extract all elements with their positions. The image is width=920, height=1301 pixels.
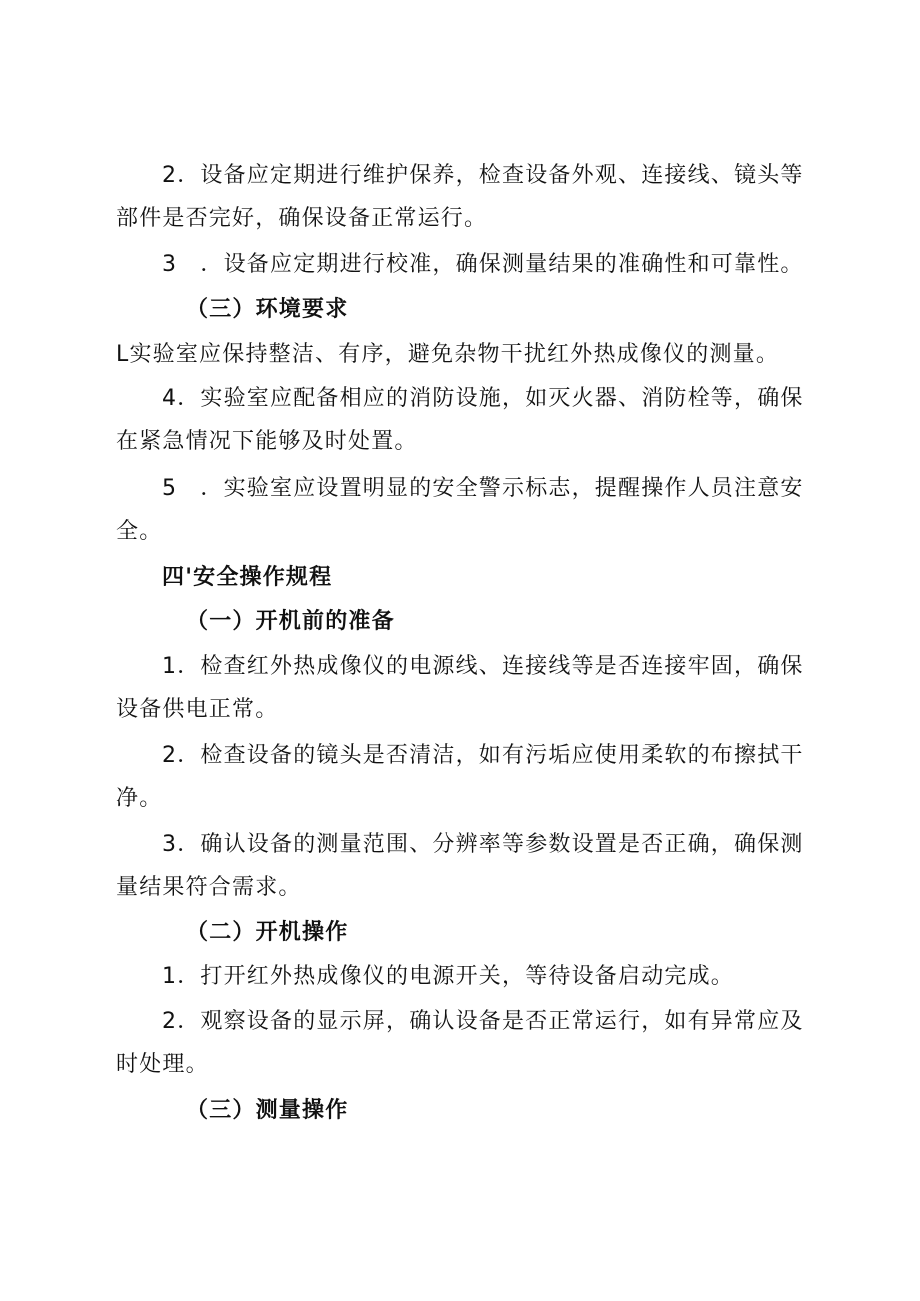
paragraph-observe-line-2: 时处理。 [116, 1052, 209, 1077]
paragraph-warning-line-2: 全。 [116, 519, 163, 544]
section-heading-environment: （三）环境要求 [186, 297, 349, 322]
paragraph-check-power-line-2: 设备供电正常。 [116, 697, 279, 722]
section-heading-startup: （二）开机操作 [186, 920, 349, 945]
paragraph-check-lens-line-2: 净。 [116, 786, 163, 811]
paragraph-check-params-line-1: 3．确认设备的测量范围、分辨率等参数设置是否正确，确保测 [162, 832, 804, 857]
paragraph-check-power-line-1: 1．检查红外热成像仪的电源线、连接线等是否连接牢固，确保 [162, 654, 804, 679]
paragraph-power-on: 1．打开红外热成像仪的电源开关，等待设备启动完成。 [162, 964, 734, 989]
paragraph-lab-clean: L实验室应保持整洁、有序，避免杂物干扰红外热成像仪的测量。 [116, 342, 780, 367]
paragraph-observe-line-1: 2．观察设备的显示屏，确认设备是否正常运行，如有异常应及 [162, 1009, 804, 1034]
paragraph-check-params-line-2: 量结果符合需求。 [116, 875, 302, 900]
paragraph-check-lens-line-1: 2．检查设备的镜头是否清洁，如有污垢应使用柔软的布擦拭干 [162, 743, 804, 768]
paragraph-maintenance-line-2: 部件是否完好，确保设备正常运行。 [116, 206, 488, 231]
paragraph-calibration: 3 ．设备应定期进行校准，确保测量结果的准确性和可靠性。 [162, 252, 804, 277]
chapter-heading-safety-procedures: 四'安全操作规程 [162, 565, 333, 590]
paragraph-maintenance-line-1: 2．设备应定期进行维护保养，检查设备外观、连接线、镜头等 [162, 163, 804, 188]
paragraph-warning-line-1: 5 ．实验室应设置明显的安全警示标志，提醒操作人员注意安 [162, 476, 804, 501]
paragraph-fire-line-1: 4．实验室应配备相应的消防设施，如灭火器、消防栓等，确保 [162, 386, 804, 411]
section-heading-measurement: （三）测量操作 [186, 1098, 349, 1123]
paragraph-fire-line-2: 在紧急情况下能够及时处置。 [116, 429, 418, 454]
section-heading-pre-startup: （一）开机前的准备 [186, 609, 395, 634]
